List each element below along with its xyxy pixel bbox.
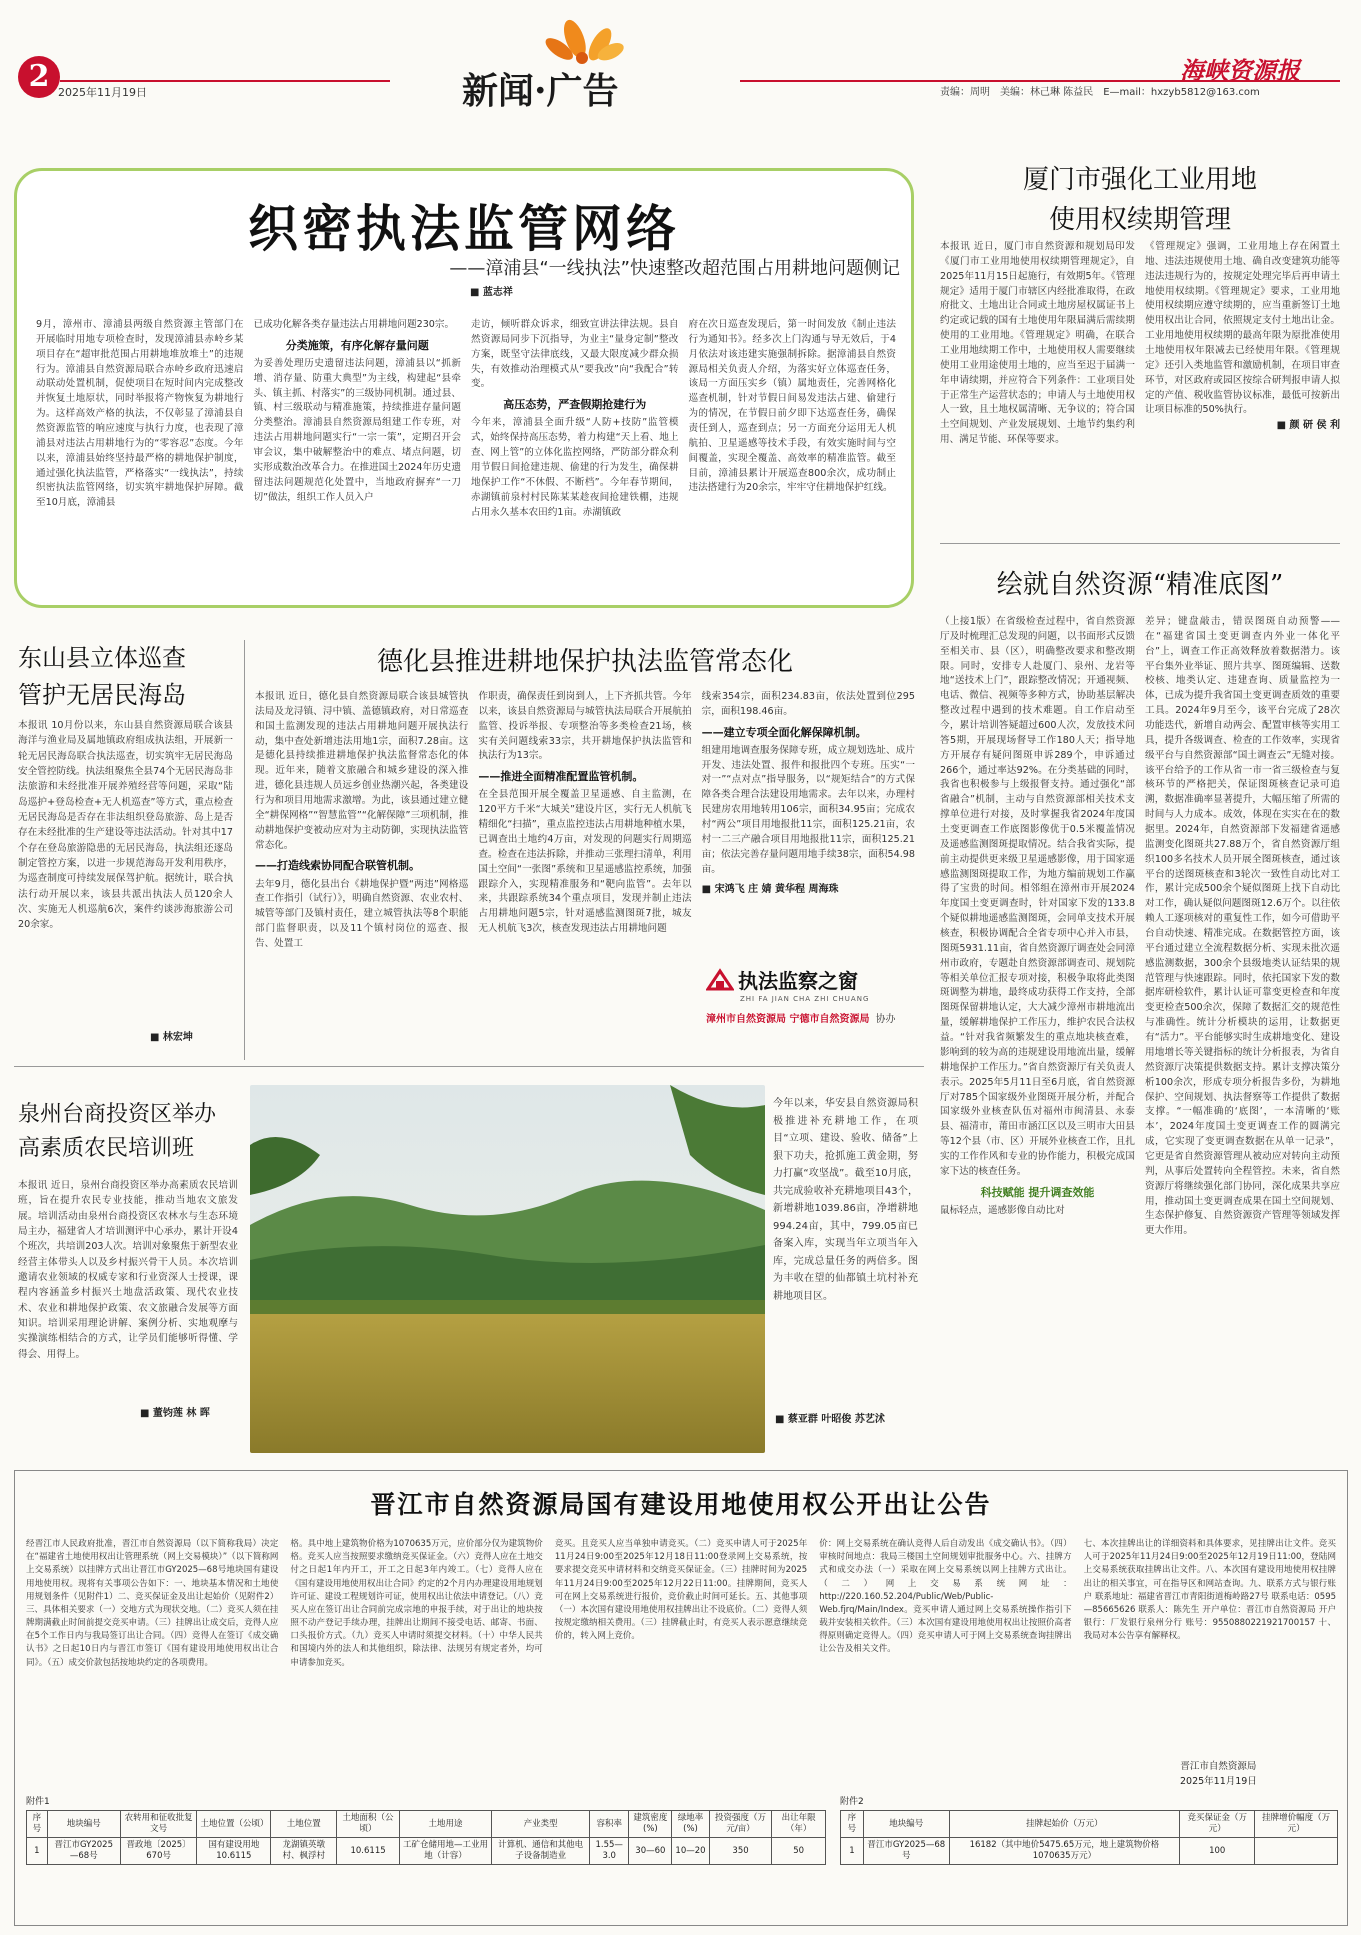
- xiamen-col-2: 《管理规定》强调，工业用地上存在闲置土地、违法违规使用土地、确自改变建筑功能等违法违规行为的，按规定处理完毕后再申请土地使用权续期。《管理规定》要求，工业用地使用权续期应遵守续期的，应当重新签订土地使用权出让合同，依照规定支付土地出让金。工业用地使用权续期的最高年限为原批准使用土地使用权年限减去已经使用年限。《管理规定》还引入类地监管和激励机制，在项目审查环节，对区政府或园区按综合研判报申请人拟定的产值、税收监管协议标准，最低可按新出让项目标准的50%执行。 ■ 颜 研 侯 利: [1145, 240, 1340, 530]
- attachment2-label: 附件2: [840, 1797, 864, 1807]
- table2-data-cell: 晋江市GY2025—68号: [863, 1838, 949, 1865]
- jingzhun-body: [940, 615, 1340, 1495]
- jiance-column-box: [706, 962, 916, 1052]
- lead-col-1: 9月，漳州市、漳浦县两级自然资源主管部门在开展临时用地专项检查时，发现漳浦县赤岭乡某项目存在“超审批范围占用耕地堆放堆土”的违规行为。漳浦县自然资源局联合赤岭乡政府迅速启动联动处置机制，促使项目在短时间内完成整改并恢复土地原状，同时举报将产物恢复为耕地行为。这样高效产格的执法，不仅彰显了漳浦县自然资源监管的响应速度与执行力度，也表现了漳浦县对违法占用耕地行为的“零容忍”态度。今年以来，漳浦县始终坚持最严格的耕地保护制度，通过强化执法监管，严格落实“一线执法”，持续织密执法监管网络，切实筑牢耕地保护屏障。截至10月底，漳浦县: [36, 319, 244, 509]
- attachment2-table-wrap: [840, 1810, 1338, 1865]
- notice-col-3: 竞买。且竞买人应当单独申请竞买。（二）竞买申请人可于2025年11月24日9:00至2025年12月18日11:00登录网上交易系统，按要求提交竞买申请材料和交纳竞买保证金。（三）挂牌时间为2025年11月24日9:00至2025年12月22日11:00。挂牌期间，竞买人可在网上交易系统进行报价，竞价截止时间可延长。五、其他事项（一）本次国有建设用地使用权挂牌出让不设底价。（二）竞得人须按规定缴纳相关费用。（三）挂牌截止时，有竞买人表示愿意继续竞价的，转入网上竞价。: [554, 1539, 808, 1642]
- lead-col-2: 已成功化解各类存量违法占用耕地问题230宗。 分类施策，有序化解存量问题 为妥善处理历史遗留违法问题，漳浦县以“抓新增、消存量、防重大典型”为主线，构建起“县牵头、镇主抓、村落实”的三级协同机制。通过县、镇、村三级联动与精准施策，持续推进存量问题分类整治。漳浦县自然资源局组建工作专班，对违法占用耕地问题实行“一宗一策”，定期召开会审会议，集中破解整治中的难点、堵点问题，切实形成数治改革合力。在推进国土2024年历史遗留违法问题规范化处置中，当地政府摒弃“一刀切”做法，组织工作人员入户: [253, 319, 461, 503]
- jingzhun-col-2: 差异；键盘敲击，错误图斑自动预警——在“福建省国土变更调查内外业一体化平台”上，调查工作正高效释放着数据潜力。该平台集外业举证、照片共享、图斑编辑、送数校核、地类认定、违建查询、质量监控为一体，已成为提升我省国土变更调查质效的重要工具。2024年9月至今，该平台完成了28次功能迭代，新增自动两会、配置审核等实用工具，提升各级调查、检查的工作效率，实现省级平台与自然资源部“国土调查云”无缝对接。该平台给予的工作从省一市一省三级检查与复核环节的严格把关，保证图斑核查记录可追溯，数据准确率显著提升，大幅压缩了所需的时间与人力成本。成效，体现在实实在在的数据里。2024年，自然资源部下发福建省遥感监测变化图斑共27.88万个，省自然资源厅组织100多名技术人员开展全图斑核查，通过该平台的送图斑核查和3轮次一致性自动比对工作，累计完成500余个疑似图斑上找下自动比对工作，确认疑似问题图斑12.6万个。以往依赖人工逐项核对的重复性工作，如今可借助平台自动快速、精准完成。在数据管控方面，该平台通过建立全流程数据分析、实现未批次遥感监测数据，300余个县级地类认证结果的规范管理与快速跟踪。同时，依托国家下发的数据库研检软件，累计认证可靠变更检查和年度变更检查500余次，保障了数据汇交的规范性与准确性。统计分析模块的运用，让数据更有“活力”。平台能够实时生成耕地变化、建设用地增长等关键指标的统计分析报表，为省自然资源厅决策提供数据支持。累计支撑决策分析100余次，形成专项分析报告多份，为耕地保护、空间规划、执法督察等工作提供了数据支撑。“一幅准确的‘底图’，一本清晰的‘账本’，2024年度国土变更调查工作的圆满完成，它实现了变更调查数据在从单一记录”，它更是省自然资源管理从被动应对转向主动预判，从事后处置转向全程管控。未来，省自然资源厅将继续强化部门协同，深化成果共享应用，推动国土变更调查成果在国土空间规划、生态保护修复、自然资源资产管理等领域发挥更大作用。: [1145, 616, 1340, 1237]
- table1-header-cell: 农转用和征收批复文号: [120, 1811, 197, 1838]
- table1-data-cell: 晋江市GY2025—68号: [47, 1838, 120, 1865]
- attachment1-table: [26, 1810, 826, 1865]
- table2-header-cell: 序号: [841, 1811, 864, 1838]
- table1-header-cell: 建筑密度(%): [629, 1811, 672, 1838]
- table1-data-cell: 晋政地〔2025〕670号: [120, 1838, 197, 1865]
- table2-data-cell: 1: [841, 1838, 864, 1865]
- section-divider: [14, 1066, 924, 1067]
- table2-header-cell: 挂牌起始价（万元）: [949, 1811, 1179, 1838]
- table2-header-cell: 竞买保证金（万元）: [1180, 1811, 1255, 1838]
- xiamen-author: ■ 颜 研 侯 利: [1276, 420, 1340, 432]
- photo-caption: 今年以来，华安县自然资源局积极推进补充耕地工作，在项目“立项、建设、验收、储备”上狠下功夫，抢抓施工黄金期，努力打赢“攻坚战”。截至10月底，共完成验收补充耕地项目43个，新增耕地1039.86亩，净增耕地994.24亩，其中，799.05亩已备案入库，实现当年立项当年入库，完成总量任务的两倍多。图为丰收在望的仙都镇土坑村补充耕地项目区。: [773, 1098, 918, 1302]
- jiance-logo-icon: [706, 967, 734, 995]
- jingzhun-col-1: （上接1版）在省级检查过程中，省自然资源厅及时梳理汇总发现的问题，以书面形式反馈至相关市、县（区），明确整改要求和整改期限。同时，安排专人赴厦门、泉州、龙岩等地“送技术上门”，跟踪整改情况；开通视频、电话、微信、视频等多种方式，协助基层解决整改过程中遇到的技术难题。自工作启动至今，累计培训答疑超过600人次，发放技术问答5期，开展现场督导工作180人天；指导地方开展存有疑问图斑申诉289个，申诉通过266个，通过率达92%。在分类基础的同时，我省也积极参与上级报督支持。通过强化“部省融合”机制，主动与自然资源部相关技术支撑单位进行对接，及时掌握我省2024年度国土变更调查工作底图影像优于0.5米覆盖情况及遥感监测图斑提取情况。结合我省实际，提前主动提供更来级卫星遥感影像，用于国家遥感监测图斑提取工作，为地方编前规划工作赢得了宝贵的时间。相邻组在漳州市开展2024年度国土变更调查时，针对国家下发的133.8个疑似耕地遥感监测图斑，会同单支技术开展核查，积极协调配合全省专项中心并入市县，图斑5931.11亩，省自然资源厅调查处会同漳州市政府，专题赴自然资源部调查司、规划院等相关单位汇报专项对接，积极争取将此类图斑调整为耕地，最终成功获得工作支持，全部图斑保留耕地认定，大大减少漳州市耕地流出量，缓解耕地保护工作压力，维护农民合法权益。“针对我省频繁发生的重点地块核查难，影响到的较为高的违规建设用地流出量，缓解耕地保护工作压力。”省自然资源厅有关负责人表示。2025年5月11日至6月底，省自然资源厅对785个国家级外业图斑开展分析，并配合国家级外业核查队伍对福州市闽清县、永泰县、福清市，莆田市涵江区以及三明市大田县等12个县（市、区）开展外业核查工作，且扎实的工作作风和专业的协作能力，积极完成国家下达的核查任务。 科技赋能 提升调查效能 鼠标轻点，遥感影像自动比对: [940, 616, 1135, 1216]
- table1-data-cell: 1: [27, 1838, 48, 1865]
- notice-signature: [1180, 1760, 1257, 1789]
- jiance-column-pinyin: ZHI FA JIAN CHA ZHI CHUANG: [740, 995, 870, 1003]
- lead-body: [36, 318, 896, 598]
- quanzhou-author: ■ 董钧莲 林 晖: [140, 1408, 210, 1419]
- xiamen-divider: [940, 543, 1340, 544]
- table1-header-cell: 序号: [27, 1811, 48, 1838]
- table1-data-cell: 国有建设用地10.6115: [197, 1838, 271, 1865]
- lead-author: ■ 蓝志祥: [470, 287, 513, 298]
- dongshan-body: 本报讯 10月份以来，东山县自然资源局联合该县海洋与渔业局及属地镇政府组成执法组，开展新一轮无居民海岛联合执法巡查，切实筑牢无居民海岛安全管控防线。执法组聚焦全县74个无居民海岛非法旅游和未经批准开展养殖经营等问题，采取“陆岛巡护+登岛检查+无人机巡查”等方式，重点检查无居民海岛是否存在非法组织登岛旅游、岛上是否存在未经批准的生产建设等违法活动。针对其中17个存在登岛旅游隐患的无居民海岛，执法组还逐岛制定管控方案，以进一步规范海岛开发利用秩序，为巡查制度可持续发展保驾护航。据统计，联合执法行动开展以来，该县共派出执法人员120余人次、实施无人机巡航6次，案件约谈涉海旅游公司20余家。: [18, 720, 233, 931]
- photo-author: ■ 蔡亚群 叶昭俊 苏艺沭: [775, 1414, 885, 1425]
- xiamen-title: 厦门市强化工业用地 使用权续期管理: [1022, 165, 1257, 236]
- lead-subhead-1: 分类施策，有序化解存量问题: [285, 338, 429, 352]
- dehua-col-2: 作职责，确保责任到岗到人，上下齐抓共管。今年以来，该县自然资源局与城管执法局联合开展航拍监管、投诉举报、专项整治等多类检查21场，核实有关问题线索33宗，共开耕地保护执法监管和执法行为13宗。 ——推进全面精准配置监管机制。 在全县范围开展全覆盖卫星遥感、自主监测，在120平方千米“大城关”建设片区，实行无人机航飞精细化“扫描”，重点监控违法占用耕地种植水果，已调查出土地约4万亩，对发现的问题实行周期巡查。检查在违法拆除，并推动三张理扫清单，利用国土空间“一张图”系统和卫星遥感监控系统，加强跟踪介入，实现精准服务和“靶向监管”。去年以来，共跟踪系统34个重点项目，发现并制止违法占用耕地问题5宗，针对遥感监测图斑7批，城友无人机航飞3次，核查发现违法占用耕地问题: [478, 691, 692, 935]
- table1-data-cell: 1.55—3.0: [589, 1838, 629, 1865]
- xiamen-body: [940, 240, 1340, 530]
- attachment1-table-wrap: [26, 1810, 826, 1865]
- table1-header-cell: 绿地率(%): [672, 1811, 710, 1838]
- staff-line: [940, 85, 1260, 101]
- dongshan-author: ■ 林宏坤: [150, 1032, 193, 1043]
- table1-header-cell: 土地位置: [271, 1811, 337, 1838]
- page-number-badge: 2: [18, 56, 60, 98]
- paper-name: 海峡资源报: [1180, 56, 1300, 85]
- section-title: 新闻·广告: [462, 70, 619, 112]
- table1-data-cell: 50: [772, 1838, 826, 1865]
- dehua-author: ■ 宋鸿飞 庄 婧 黄华程 周海珠: [701, 883, 839, 895]
- dehua-subhead-2: ——推进全面精准配置监管机制。: [478, 770, 644, 784]
- table1-header-cell: 地块编号: [47, 1811, 120, 1838]
- jiance-sponsor: 漳州市自然资源局 宁德市自然资源局 协办: [706, 1014, 896, 1025]
- email-label: E—mail：hxzyb5812@163.com: [1103, 87, 1260, 98]
- table2-header-cell: 地块编号: [863, 1811, 949, 1838]
- table2-data-cell: 100: [1180, 1838, 1255, 1865]
- table1-header-cell: 产业类型: [492, 1811, 590, 1838]
- table1-data-cell: 工矿仓储用地—工业用地（计容）: [399, 1838, 491, 1865]
- table1-data-cell: 10—20: [672, 1838, 710, 1865]
- table1-header-cell: 土地面积（公顷）: [337, 1811, 400, 1838]
- dongshan-divider: [244, 640, 245, 1060]
- notice-signature-date: 2025年11月19日: [1180, 1775, 1257, 1787]
- dehua-title: 德化县推进耕地保护执法监管常态化: [376, 647, 793, 677]
- table1-data-cell: 350: [709, 1838, 772, 1865]
- lead-col-4: 府在次日巡查发现后，第一时间发放《制止违法行为通知书》。经多次上门沟通与导无效后，于4月依法对该违建实施强制拆除。据漳浦县自然资源局相关负责人介绍，为落实好立体巡查任务，该局一方面压实乡（镇）属地责任，完善网格化巡查机制，针对节假日间易发违法占建、偷建行为的情况，在节假日前夕即下达巡查任务，确保责任到人，巡查到点；另一方面充分运用无人机航拍、卫星遥感等技术手段，有效实施时间与空间覆盖，实现全覆盖、高效率的精准监管。截至目前，漳浦县累计开展巡查800余次，成功制止违法搭建行为20余宗，牢牢守住耕地保护红线。: [688, 319, 896, 494]
- lead-title: 织密执法监管网络: [248, 199, 680, 258]
- notice-title: 晋江市自然资源局国有建设用地使用权公开出让公告: [370, 1490, 992, 1519]
- lead-subhead-2: 高压态势，严查假期抢建行为: [503, 398, 647, 412]
- quanzhou-body: 本报讯 近日，泉州台商投资区举办高素质农民培训班，旨在提升农民专业技能，推动当地农文旅发展。培训活动由泉州台商投资区农林水与生态环境局主办，福建省人才培训测评中心承办，累计开设4个班次，共培训203人次。培训对象聚焦于新型农业经营主体带头人以及乡村振兴骨干人员。本次培训邀请农业领域的权威专家和行业资深人士授课，课程内容涵盖乡村振兴土地盘活政策、现代农业技术、农业和耕地保护政策、农文旅融合发展等方面知识。培训采用理论讲解、案例分析、实地观摩与实操演练相结合的方式，让学员们能够听得懂、学得会、用得上。: [18, 1180, 238, 1360]
- table1-data-cell: 龙湖镇英墩村、枫浮村: [271, 1838, 337, 1865]
- notice-col-1: 经晋江市人民政府批准，晋江市自然资源局（以下简称我局）决定在“福建省土地使用权出让管理系统（网上交易模块）”（以下简称网上交易系统）以挂牌方式出让晋江市GY2025—68号地块国有建设用地使用权。现将有关事项公告如下：一、地块基本情况和土地使用规划条件（见附件1）二、竞买保证金及出让起始价（见附件2）三、具体相关要求（一）交地方式为现状交地。（二）竞买人须在挂牌期满截止时间前提交竞买申请。（三）挂牌出让成交后，竞得人应在5个工作日内与我局签订出让合同。（四）竞得人在签订《成交确认书》之日起10日内与晋江市签订《国有建设用地使用权出让合同》。（五）成交价款包括按地块约定的各项费用。: [26, 1539, 279, 1668]
- attachment1-label: 附件1: [26, 1797, 50, 1807]
- dehua-subhead-1: ——打造线索协同配合联管机制。: [255, 859, 420, 873]
- quanzhou-title: 泉州台商投资区举办 高素质农民培训班: [18, 1102, 217, 1162]
- jingzhun-title: 绘就自然资源“精准底图”: [996, 570, 1284, 600]
- designer-label: 美编：林己琳 陈益民: [1000, 87, 1094, 98]
- editor-label: 责编：周明: [940, 87, 990, 98]
- dehua-col-1: 本报讯 近日，德化县自然资源局联合该县城管执法局及龙浔镇、浔中镇、盖德镇政府，对日常巡查和国土监测发现的违法占用耕地问题开展执法行动，集中查处新增违法用地1宗，面积7.28亩。这是德化县持续推进耕地保护执法监督常态化的体现。近年来，随着文旅融合和城乡建设的深入推进，德化县违规人员远乡创业热潮兴起，各类建设行为和项目用地需求激增。为此，该县通过建立健全“耕保网格”“智慧监管”“化解保障”三项机制，推动耕地保护变被动应对为主动防御，实现执法监管常态化。 ——打造线索协同配合联管机制。 去年9月，德化县出台《耕地保护暨“两违”网格巡查工作指引（试行）》，明确自然资源、农业农村、城管等部门及镇村责任，建立城管执法等8个职能部门监督职责，以及11个镇村岗位的巡查、报告、处置工: [255, 691, 469, 949]
- dehua-subhead-3: ——建立专项全面化解保障机制。: [701, 725, 867, 739]
- header-rule: [60, 80, 390, 82]
- table1-data-cell: 10.6115: [337, 1838, 400, 1865]
- xiamen-col-1: 本报讯 近日，厦门市自然资源和规划局印发《厦门市工业用地使用权续期管理规定》，自2025年11月15日起施行，有效期5年。《管理规定》适用于厦门市辖区内经批准取得，在政府批文、土地出让合同或土地房屋权属证书上约定或记载的国有土地使用年限届满后需续期使用的工业用地。《管理规定》明确，在联合工业用地续期工作中，土地使用权人需要继续使用工业用途使用土地的，应当至迟于届满一年申请续期，并应符合下列条件：工业项目处于正常生产运营状态的；申请人与土地使用权人一致，且土地权属清晰、无争议的；符合国土空间规划、产业发展规划、土地节约集约利用、满足节能、环保等要求。: [940, 241, 1135, 446]
- jingzhun-subhead: 科技赋能 提升调查效能: [980, 1185, 1095, 1199]
- table2-data-cell: [1255, 1838, 1338, 1865]
- notice-body: [26, 1538, 1336, 1758]
- dongshan-title: 东山县立体巡查 管护无居民海岛: [18, 644, 186, 710]
- table2-data-cell: 16182（其中地价5475.65万元，地上建筑物价格1070635万元）: [949, 1838, 1179, 1865]
- issue-date: 2025年11月19日: [58, 86, 147, 99]
- table1-header-cell: 土地用途: [399, 1811, 491, 1838]
- jiance-column-name: 执法监察之窗: [738, 969, 858, 993]
- table2-header-cell: 挂牌增价幅度（万元）: [1255, 1811, 1338, 1838]
- table1-header-cell: 出让年限（年）: [772, 1811, 826, 1838]
- table1-header-cell: 投资强度（万元/亩）: [709, 1811, 772, 1838]
- notice-col-5: 七、本次挂牌出让的详细资料和具体要求，见挂牌出让文件。竞买人可于2025年11月24日9:00至2025年12月19日11:00，登陆网上交易系统获取挂牌出让文件。八、本次国有建设用地使用权挂牌出让的相关事宜，可在指导区和网站查询。九、联系方式与银行账户 联系地址：福建省晋江市青阳街道梅岭路27号 联系电话：0595—85665626 联系人：陈先生 开户单位：晋江市自然资源局 开户银行：厂发银行泉州分行 账号：9550880221921700157 十、我局对本公告享有解释权。: [1083, 1539, 1336, 1642]
- notice-col-4: 价：网上交易系统在确认竞得人后自动发出《成交确认书》。（四）审核时间地点：我局三楼国土空间规划审批服务中心。六、挂牌方式和成交办法（一）采取在网上交易系统以网上挂牌方式出让。（二）网上交易系统网址：http://220.160.52.204/Public/Web/Public-Web.fjrq/Main/Index。竞买申请人通过网上交易系统操作指引下载并安装相关软件。（三）本次国有建设用地使用权出让按照价高者得原则确定竞得人。（四）竞买申请人可于网上交易系统查询挂牌出让公告及相关文件。: [819, 1539, 1072, 1655]
- notice-signature-org: 晋江市自然资源局: [1180, 1761, 1257, 1772]
- table1-header-cell: 土地位置（公顷）: [197, 1811, 271, 1838]
- notice-col-2: 格。具中地上建筑物价格为1070635万元，应价部分仅为建筑物价格。竞买人应当按照要求缴纳竞买保证金。（六）竞得人应在土地交付之日起1年内开工，开工之日起3年内竣工。（七）竞得人应在《国有建设用地使用权出让合同》约定的2个月内办理建设用地规划许可证、建设工程规划许可证，使用权出让依法申请登记。（八）竞买人应在签订出让合同前完成宗地的申报手续，对于出让的地块按照不动产登记手续办理，挂牌出让期间不接受电话、邮寄、书面、口头报价方式。（九）竞买人申请时须提交材料。（十）中华人民共和国境内外的法人和其他组织，除法律、法规另有规定者外，均可申请参加竞买。: [290, 1539, 543, 1668]
- dehua-col-3: 线索354宗，面积234.83亩，依法处置到位295宗，面积198.46亩。 ——建立专项全面化解保障机制。 组建用地调查服务保障专班，成立规划选址、成片开发、违法处置、报件和报批四个专班。压实“一对一”“点对点”指导服务，以“规矩结合”的方式保障各类合理合法建设用地需求。去年以来，办理村民建房农用地转用106宗，面积34.95亩；完成农村“两公”项目用地报批11宗，面积125.21亩，农村一二三产融合项目用地报批11宗，面积125.21亩；依法完善存量问题用地手续38宗，面积54.98亩。 ■ 宋鸿飞 庄 婧 黄华程 周海珠: [702, 690, 915, 1055]
- table1-data-cell: 30—60: [629, 1838, 672, 1865]
- rice-field-photo: [250, 1085, 765, 1453]
- attachment2-table: [840, 1810, 1338, 1865]
- lead-subtitle: ——漳浦县“一线执法”快速整改超范围占用耕地问题侧记: [449, 258, 900, 279]
- table1-header-cell: 容积率: [589, 1811, 629, 1838]
- table1-data-cell: 计算机、通信和其他电子设备制造业: [492, 1838, 590, 1865]
- lead-col-3: 走访，倾听群众诉求，细致宣讲法律法规。县自然资源局同步下沉指导，为业主“量身定制”整改方案，既坚守法律底线，又最大限度减少群众损失，有效推动治理模式从“要我改”向“我配合”转变。 高压态势，严查假期抢建行为 今年来，漳浦县全面升级“人防+技防”监管模式，始终保持高压态势，着力构建“天上看、地上查、网上管”的立体化监控网络，严防部分群众利用节假日间抢建违规、偷建的行为发生，确保耕地保护工作“不休假、不断档”。今年春节期间，赤湖镇前泉村村民陈某某趁夜间抢建铁棚，违规占用永久基本农田约1亩。赤湖镇政: [471, 319, 679, 518]
